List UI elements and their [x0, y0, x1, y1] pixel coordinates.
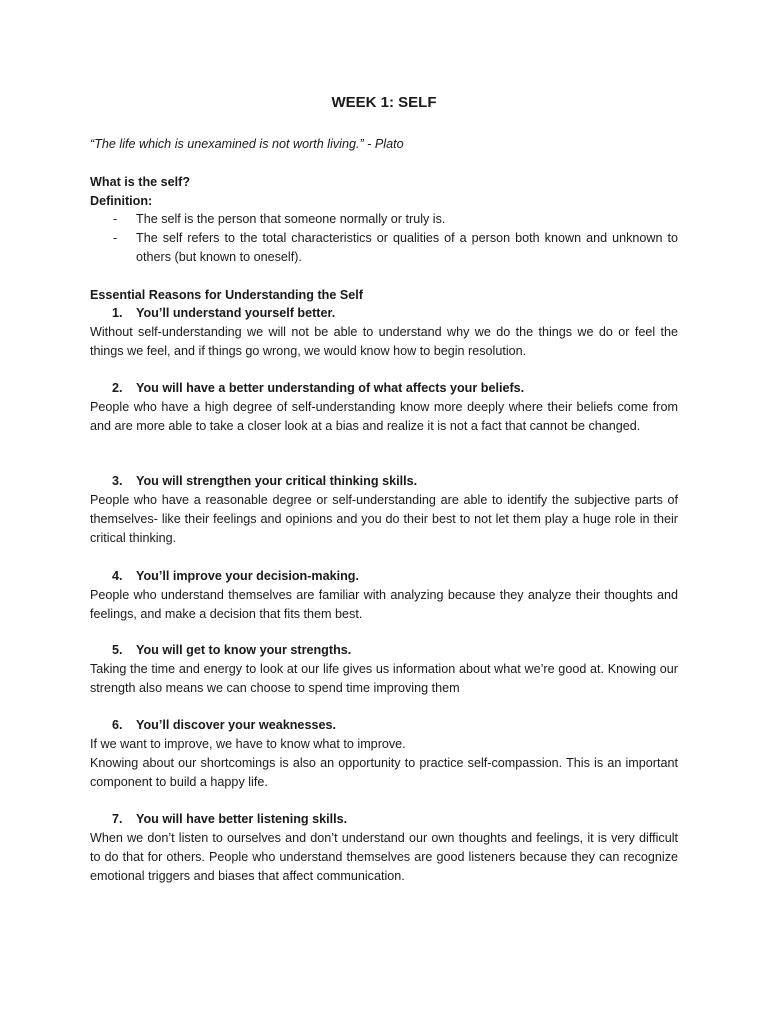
question-heading: What is the self?	[90, 175, 191, 189]
reason-paragraph	[90, 660, 678, 698]
paragraph-text: Taking the time and energy to look at our life gives us information about what we’re good at. Knowing our strength also means we can choose to spend time improving them	[90, 662, 678, 695]
paragraph-text: If we want to improve, we have to know what to improve.	[90, 737, 406, 751]
dash-bullet: -	[113, 212, 118, 226]
reason-paragraph	[90, 491, 678, 548]
reason-paragraph	[90, 398, 678, 436]
reason-paragraph	[90, 735, 678, 792]
reason-number: 7.	[112, 812, 123, 826]
reason-title: You’ll discover your weaknesses.	[136, 718, 336, 732]
reason-number: 3.	[112, 474, 123, 488]
definition-text: The self is the person that someone normally or truly is.	[136, 212, 446, 226]
page-title: WEEK 1: SELF	[331, 94, 437, 111]
reason-title: You will have a better understanding of what affects your beliefs.	[136, 381, 525, 395]
paragraph-text: Without self-understanding we will not be able to understand why we do the things we do or feel the things we feel, and if things go wrong, we would know how to begin resolution.	[90, 325, 678, 358]
reason-heading	[90, 716, 678, 735]
paragraph-text: People who have a reasonable degree or self-understanding are able to identify the subjective parts of themselves- like their feelings and opinions and you do their best to not let them play a huge role in their critical thinking.	[90, 493, 678, 545]
definition-label: Definition:	[90, 194, 153, 208]
reason-title: You will strengthen your critical thinking skills.	[136, 474, 418, 488]
paragraph-text: People who have a high degree of self-understanding know more deeply where their beliefs come from and are more able to take a closer look at a bias and realize it is not a fact that cannot be changed.	[90, 400, 678, 433]
definition-item	[90, 210, 678, 229]
reason-number: 4.	[112, 569, 123, 583]
reason-paragraph	[90, 586, 678, 624]
reason-number: 5.	[112, 643, 123, 657]
definition-text: The self refers to the total characteristics or qualities of a person both known and unknown to others (but known to oneself).	[136, 231, 678, 264]
reason-number: 1.	[112, 306, 123, 320]
dash-bullet: -	[113, 231, 118, 245]
reason-heading	[90, 810, 678, 829]
reason-heading	[90, 472, 678, 491]
paragraph-text: People who understand themselves are familiar with analyzing because they analyze their thoughts and feelings, and make a decision that fits them best.	[90, 588, 678, 621]
reason-heading	[90, 304, 678, 323]
reason-heading	[90, 379, 678, 398]
reason-title: You’ll improve your decision-making.	[136, 569, 359, 583]
paragraph-text: When we don’t listen to ourselves and don’t understand our own thoughts and feelings, it is very difficult to do that for others. People who understand themselves are good listeners because they can recognize emotional triggers and biases that affect communication.	[90, 831, 678, 883]
reason-heading	[90, 641, 678, 660]
document-page	[90, 0, 678, 1024]
reason-title: You’ll understand yourself better.	[136, 306, 336, 320]
reason-title: You will get to know your strengths.	[136, 643, 352, 657]
reason-paragraph	[90, 829, 678, 886]
reason-title: You will have better listening skills.	[136, 812, 348, 826]
reason-number: 6.	[112, 718, 123, 732]
reason-number: 2.	[112, 381, 123, 395]
definition-item	[90, 229, 678, 267]
plato-quote: “The life which is unexamined is not worth living.” - Plato	[90, 137, 404, 151]
reasons-heading: Essential Reasons for Understanding the Self	[90, 288, 363, 302]
reason-heading	[90, 567, 678, 586]
paragraph-text: Knowing about our shortcomings is also an opportunity to practice self-compassion. This is an important component to build a happy life.	[90, 756, 678, 789]
reason-paragraph	[90, 323, 678, 361]
